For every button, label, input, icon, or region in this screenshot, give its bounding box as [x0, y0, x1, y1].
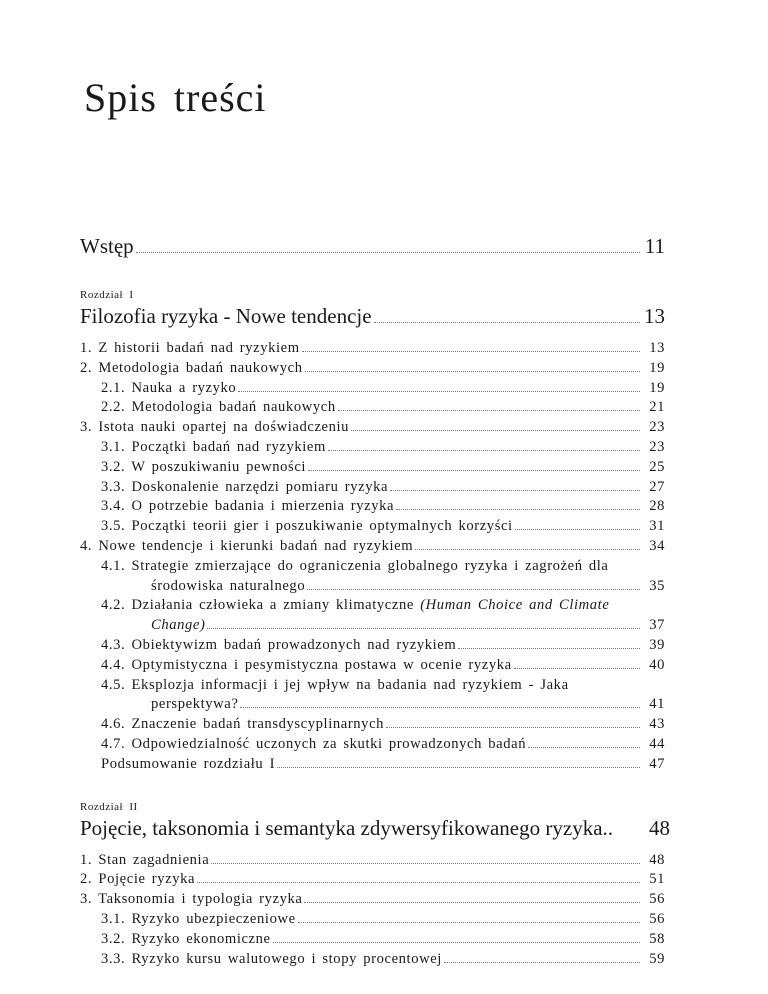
- toc-entry-text: 4.7. Odpowiedzialność uczonych za skutki prowadzonych badań: [101, 735, 527, 752]
- dot-leader: [240, 706, 640, 708]
- toc-entry-page: 25: [649, 458, 665, 475]
- toc-entry-text: 3.1. Ryzyko ubezpieczeniowe: [101, 910, 296, 927]
- toc-entry-text: Podsumowanie rozdziału I: [101, 755, 276, 772]
- chapter-2-title: Pojęcie, taksonomia i semantyka zdywersyfikowanego ryzyka..: [80, 815, 614, 840]
- dot-leader: [374, 321, 640, 323]
- dot-leader: [298, 921, 640, 923]
- toc-entry-page: 19: [649, 359, 665, 376]
- toc-entry-page: 13: [649, 340, 665, 356]
- toc-entry-text: 1. Z historii badań nad ryzykiem: [80, 340, 300, 356]
- toc-entry-page: 28: [649, 498, 665, 515]
- toc-entry[interactable]: [80, 458, 665, 478]
- toc-entry[interactable]: [80, 398, 665, 418]
- toc-entry-text-cont: środowiska naturalnego: [151, 577, 306, 594]
- toc-entry-page: 43: [649, 716, 665, 733]
- toc-entry-page: 48: [649, 851, 665, 868]
- dot-leader: [197, 881, 640, 883]
- dot-leader: [302, 350, 640, 352]
- dot-leader: [273, 941, 640, 943]
- dot-leader: [328, 449, 640, 451]
- toc-entry[interactable]: [80, 379, 665, 399]
- toc-entry-text: 4.4. Optymistyczna i pesymistyczna postawa w ocenie ryzyka: [101, 656, 512, 673]
- toc-entry-page: 27: [649, 478, 665, 495]
- dot-leader: [515, 528, 640, 530]
- toc-entry[interactable]: [80, 870, 665, 890]
- toc-entry-text: 4.3. Obiektywizm badań prowadzonych nad ryzykiem: [101, 636, 457, 653]
- toc-entry-text: 3.5. Początki teorii gier i poszukiwanie optymalnych korzyści: [101, 518, 513, 535]
- toc-entry[interactable]: [80, 596, 665, 636]
- toc-entry[interactable]: [80, 851, 665, 871]
- toc-entry-page: 19: [649, 379, 665, 396]
- chapter-1-heading[interactable]: [80, 304, 665, 329]
- dot-leader: [390, 489, 640, 491]
- dot-leader: [351, 429, 640, 431]
- table-of-contents: [80, 234, 671, 969]
- toc-entry-page: 47: [649, 755, 665, 772]
- toc-entry-page: 59: [649, 950, 665, 967]
- toc-entry[interactable]: [80, 715, 665, 735]
- toc-entry-page: 35: [649, 577, 665, 594]
- dot-leader: [338, 409, 640, 411]
- toc-entry-text: 3.2. W poszukiwaniu pewności: [101, 458, 307, 475]
- toc-entry-text: 3.3. Ryzyko kursu walutowego i stopy procentowej: [101, 950, 442, 967]
- toc-entry-text-wrap: [101, 596, 609, 616]
- toc-entry[interactable]: [80, 557, 665, 597]
- toc-intro-page: 11: [644, 234, 665, 258]
- page-title: Spis treści: [84, 75, 267, 120]
- toc-entry-text: 3.3. Doskonalenie narzędzi pomiaru ryzyka: [101, 478, 389, 495]
- chapter-2-label: Rozdział II: [80, 800, 138, 813]
- toc-entry-text-cont: Change): [151, 617, 206, 634]
- toc-entry[interactable]: [80, 478, 665, 498]
- toc-entry[interactable]: [80, 930, 665, 950]
- toc-entry-page: 23: [649, 438, 665, 455]
- dot-leader: [304, 901, 640, 903]
- toc-entry-text-italic: (Human Choice and Climate: [420, 597, 610, 614]
- toc-entry-text: 2. Pojęcie ryzyka: [80, 871, 196, 888]
- dot-leader: [308, 469, 640, 471]
- toc-entry-text: 4.5. Eksplozja informacji i jej wpływ na badania nad ryzykiem - Jaka: [101, 676, 569, 693]
- chapter-2-page: 48: [649, 815, 671, 840]
- dot-leader: [458, 647, 640, 649]
- dot-leader: [415, 548, 640, 550]
- toc-entry[interactable]: [80, 438, 665, 458]
- toc-entry[interactable]: [80, 656, 665, 676]
- dot-leader: [386, 726, 640, 728]
- toc-entry-page: 39: [649, 636, 665, 653]
- toc-intro-label: Wstęp: [80, 234, 134, 258]
- toc-entry-page: 56: [649, 910, 665, 927]
- toc-entry-page: 21: [649, 399, 665, 416]
- toc-entry[interactable]: [80, 517, 665, 537]
- chapter-1-section: [80, 289, 665, 775]
- dot-leader: [444, 961, 640, 963]
- toc-entry-page: 23: [649, 419, 665, 436]
- toc-entry[interactable]: [80, 418, 665, 438]
- toc-entry-page: 41: [649, 696, 665, 713]
- toc-entry-text: 4. Nowe tendencje i kierunki badań nad ryzykiem: [80, 537, 414, 554]
- toc-entry[interactable]: [80, 910, 665, 930]
- dot-leader: [238, 390, 640, 392]
- dot-leader: [528, 746, 640, 748]
- chapter-2-section: [80, 800, 671, 970]
- toc-entry-page: 56: [649, 891, 665, 908]
- toc-entry-page: 31: [649, 518, 665, 535]
- chapter-1-label: Rozdział I: [80, 289, 134, 301]
- toc-entry-text: 4.1. Strategie zmierzające do ograniczenia globalnego ryzyka i zagrożeń dla: [101, 557, 609, 574]
- toc-entry-text: 4.6. Znaczenie badań transdyscyplinarnych: [101, 716, 385, 733]
- toc-entry[interactable]: [80, 537, 665, 557]
- toc-entry[interactable]: [80, 735, 665, 755]
- toc-entry-text: 3.4. O potrzebie badania i mierzenia ryzyka: [101, 498, 395, 515]
- dot-leader: [307, 588, 640, 590]
- toc-intro[interactable]: [80, 234, 665, 259]
- chapter-1-title: Filozofia ryzyka - Nowe tendencje: [80, 304, 372, 328]
- dot-leader: [136, 251, 640, 253]
- dot-leader: [211, 862, 640, 864]
- toc-entry-text: 3. Taksonomia i typologia ryzyka: [80, 891, 303, 908]
- toc-entry[interactable]: [80, 497, 665, 517]
- toc-entry-text: 3.2. Ryzyko ekonomiczne: [101, 930, 271, 947]
- toc-entry-page: 44: [649, 735, 665, 752]
- toc-entry-text: 3. Istota nauki opartej na doświadczeniu: [80, 419, 350, 436]
- dot-leader: [305, 370, 640, 372]
- dot-leader: [277, 766, 640, 768]
- toc-entry[interactable]: [80, 359, 665, 379]
- chapter-1-page: 13: [644, 304, 665, 328]
- dot-leader: [396, 508, 640, 510]
- toc-entry-text: 2.2. Metodologia badań naukowych: [101, 399, 336, 416]
- toc-entry[interactable]: [80, 755, 665, 775]
- toc-entry[interactable]: [80, 339, 665, 359]
- dot-leader: [207, 627, 640, 629]
- toc-entry-text: 2.1. Nauka a ryzyko: [101, 379, 237, 396]
- toc-entry[interactable]: [80, 950, 665, 970]
- toc-entry-page: 51: [649, 871, 665, 888]
- toc-entry-page: 58: [649, 930, 665, 947]
- toc-entry[interactable]: [80, 676, 665, 716]
- toc-entry-text: 3.1. Początki badań nad ryzykiem: [101, 438, 326, 455]
- toc-entry[interactable]: [80, 636, 665, 656]
- toc-entry-text-cont: perspektywa?: [151, 696, 239, 713]
- toc-entry-text: 2. Metodologia badań naukowych: [80, 359, 303, 376]
- dot-leader: [514, 667, 640, 669]
- toc-entry-page: 40: [649, 656, 665, 673]
- chapter-2-heading[interactable]: [80, 815, 671, 841]
- toc-entry-page: 37: [649, 617, 665, 634]
- toc-entry-text: 4.2. Działania człowieka a zmiany klimatyczne: [101, 597, 414, 614]
- toc-entry[interactable]: [80, 890, 665, 910]
- toc-entry-page: 34: [649, 537, 665, 554]
- toc-entry-text: 1. Stan zagadnienia: [80, 851, 210, 868]
